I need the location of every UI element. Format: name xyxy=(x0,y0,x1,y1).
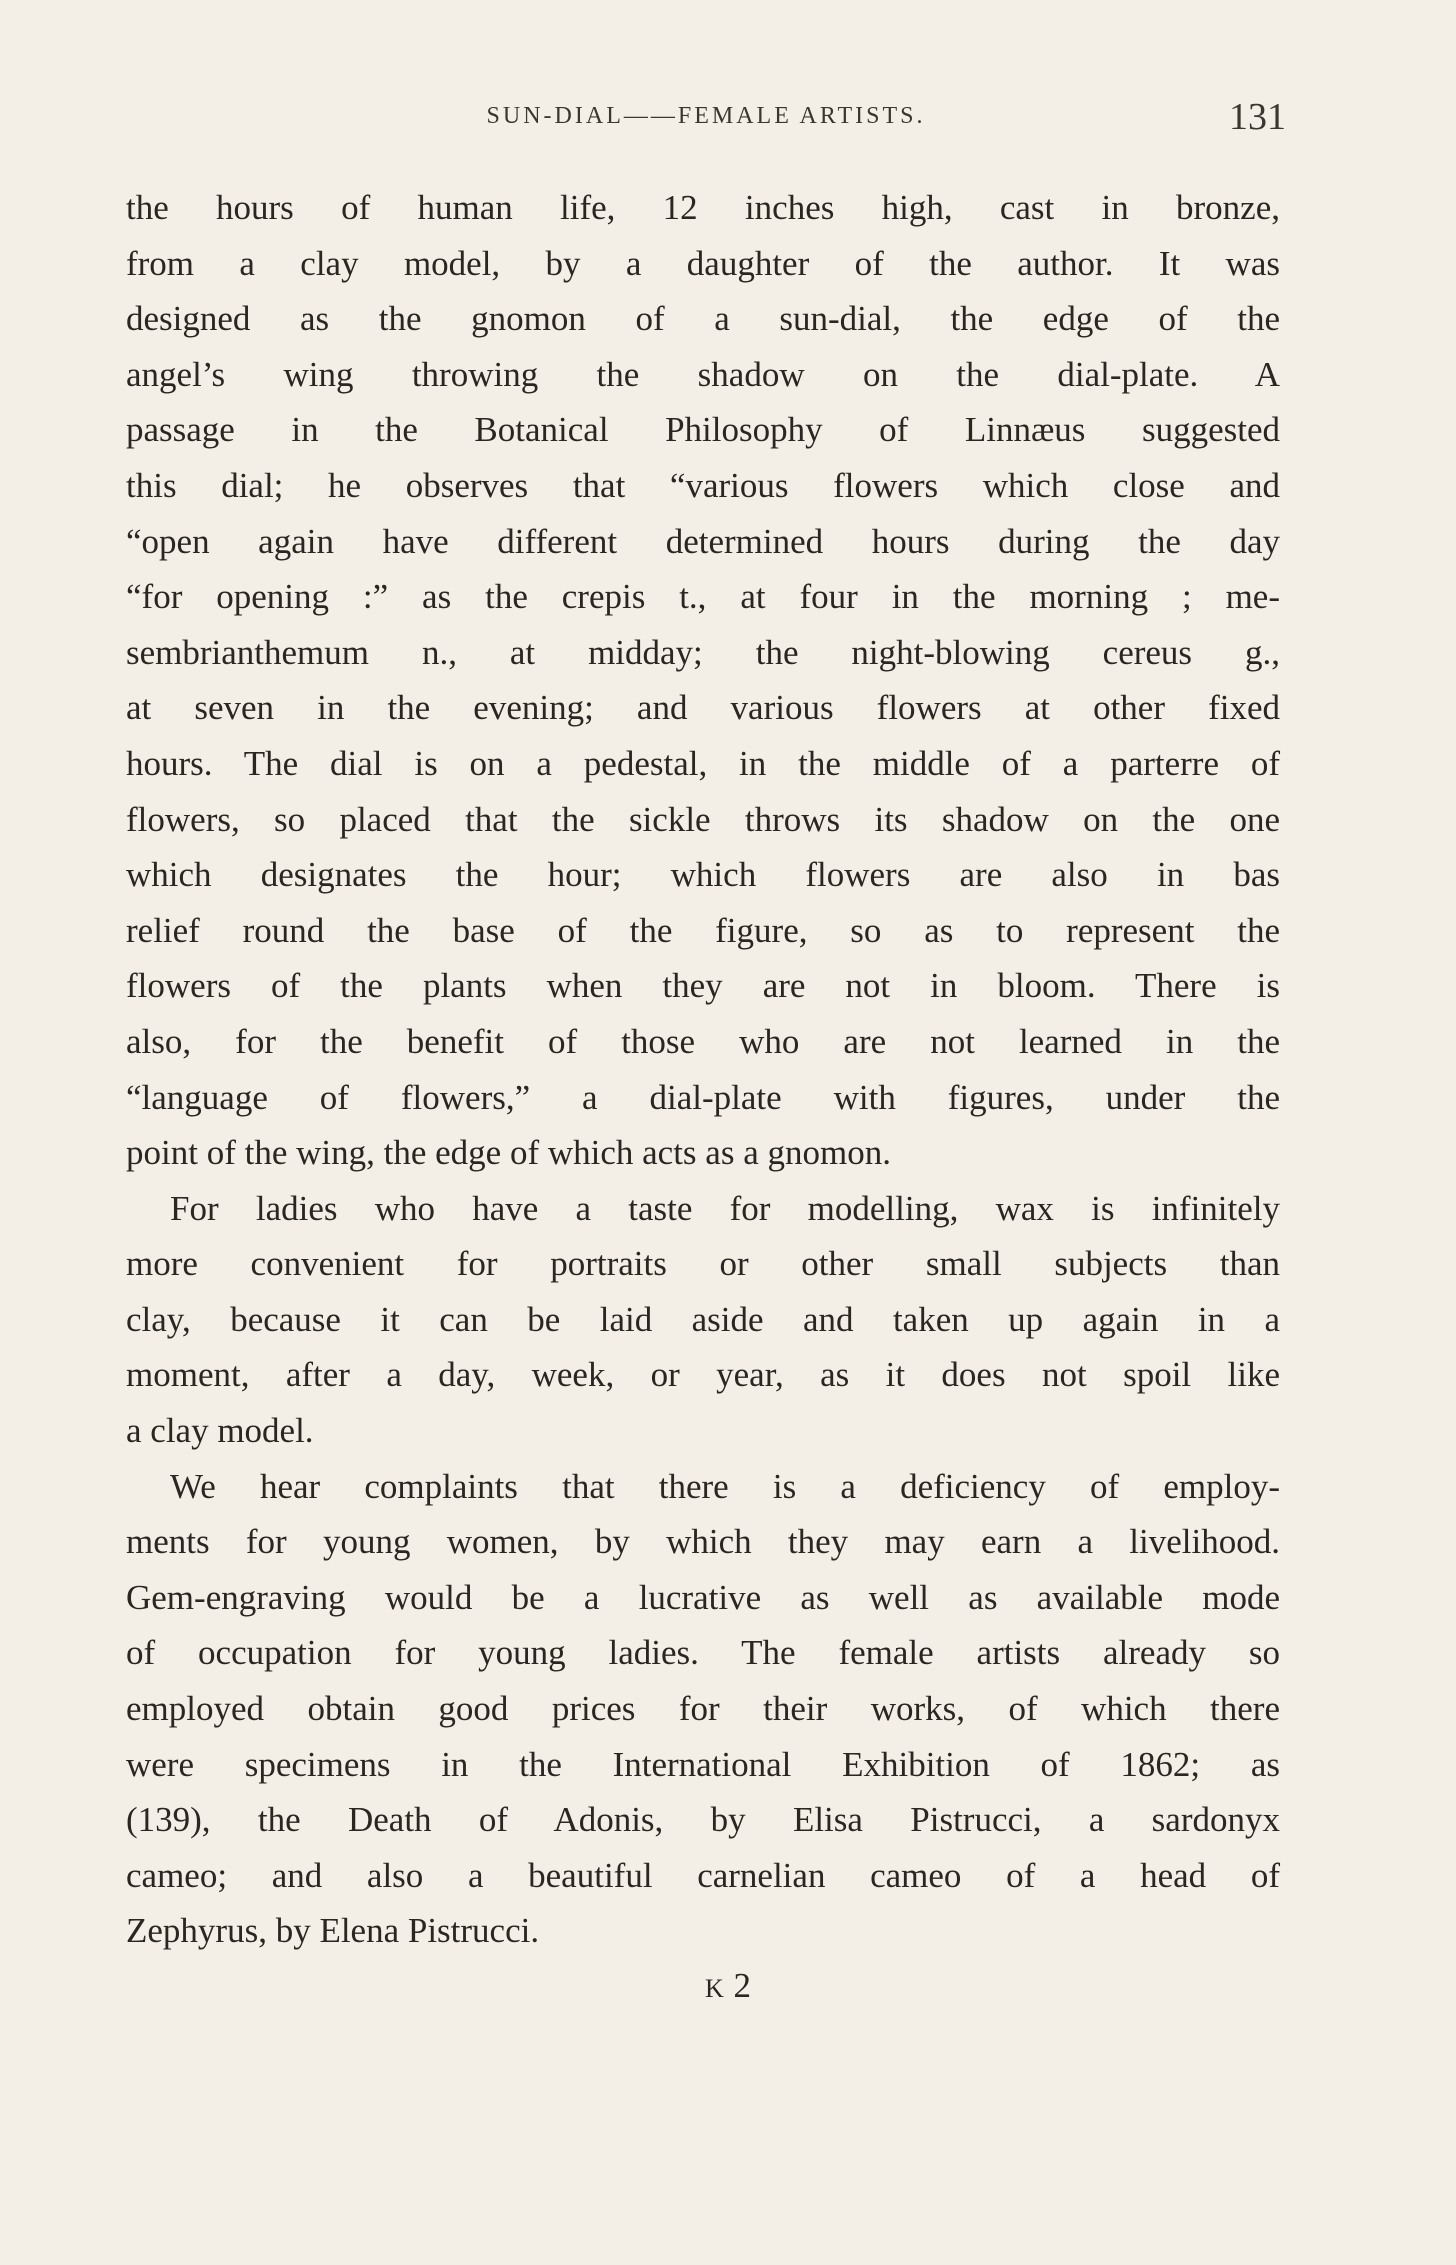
text-line: relief round the base of the figure, so as to represent the xyxy=(126,910,1280,950)
text-line: moment, after a day, week, or year, as it does not spoil like xyxy=(126,1355,1280,1395)
running-title: SUN-DIAL——FEMALE ARTISTS. xyxy=(486,103,926,129)
text-line: clay, because it can be laid aside and taken up again in a xyxy=(126,1299,1280,1339)
text-line: which designates the hour; which flowers are also in bas xyxy=(126,855,1280,895)
signature-mark xyxy=(0,1966,1456,2006)
text-line: designed as the gnomon of a sun-dial, the edge of the xyxy=(126,299,1280,339)
text-line: of occupation for young ladies. The female artists already so xyxy=(126,1633,1280,1673)
text-line: flowers of the plants when they are not in bloom. There is xyxy=(126,966,1280,1006)
text-line: passage in the Botanical Philosophy of Linnæus suggested xyxy=(126,410,1280,450)
text-line: point of the wing, the edge of which acts as a gnomon. xyxy=(126,1133,891,1173)
text-line: at seven in the evening; and various flowers at other fixed xyxy=(126,688,1280,728)
text-line: also, for the benefit of those who are not learned in the xyxy=(126,1021,1280,1061)
text-line: from a clay model, by a daughter of the author. It was xyxy=(126,243,1280,283)
text-line: this dial; he observes that “various flowers which close and xyxy=(126,465,1280,505)
text-line: angel’s wing throwing the shadow on the dial-plate. A xyxy=(126,354,1280,394)
running-head xyxy=(126,95,1286,145)
text-line: “for opening :” as the crepis t., at four in the morning ; me- xyxy=(126,577,1280,617)
text-line: (139), the Death of Adonis, by Elisa Pistrucci, a sardonyx xyxy=(126,1800,1280,1840)
text-line: hours. The dial is on a pedestal, in the middle of a parterre of xyxy=(126,743,1280,783)
text-line: We hear complaints that there is a deficiency of employ- xyxy=(170,1466,1280,1506)
text-line: flowers, so placed that the sickle throws its shadow on the one xyxy=(126,799,1280,839)
text-line: ments for young women, by which they may earn a livelihood. xyxy=(126,1522,1280,1562)
body-text xyxy=(126,180,1280,1959)
text-line: “language of flowers,” a dial-plate with figures, under the xyxy=(126,1077,1280,1117)
signature-number: 2 xyxy=(733,1966,752,2005)
text-line: sembrianthemum n., at midday; the night-blowing cereus g., xyxy=(126,632,1280,672)
text-line: Zephyrus, by Elena Pistrucci. xyxy=(126,1911,540,1951)
text-line: cameo; and also a beautiful carnelian cameo of a head of xyxy=(126,1855,1280,1895)
text-line: employed obtain good prices for their works, of which there xyxy=(126,1689,1280,1729)
text-line: the hours of human life, 12 inches high, cast in bronze, xyxy=(126,188,1280,227)
text-line: were specimens in the International Exhibition of 1862; as xyxy=(126,1744,1280,1784)
text-line: For ladies who have a taste for modelling, wax is infinitely xyxy=(170,1188,1280,1228)
text-line: “open again have different determined hours during the day xyxy=(126,521,1280,561)
text-line: more convenient for portraits or other small subjects than xyxy=(126,1244,1280,1284)
text-line: a clay model. xyxy=(126,1411,314,1451)
signature-letter: K xyxy=(704,1974,725,2003)
page-number: 131 xyxy=(1229,96,1286,138)
text-line: Gem-engraving would be a lucrative as well as available mode xyxy=(126,1577,1280,1617)
